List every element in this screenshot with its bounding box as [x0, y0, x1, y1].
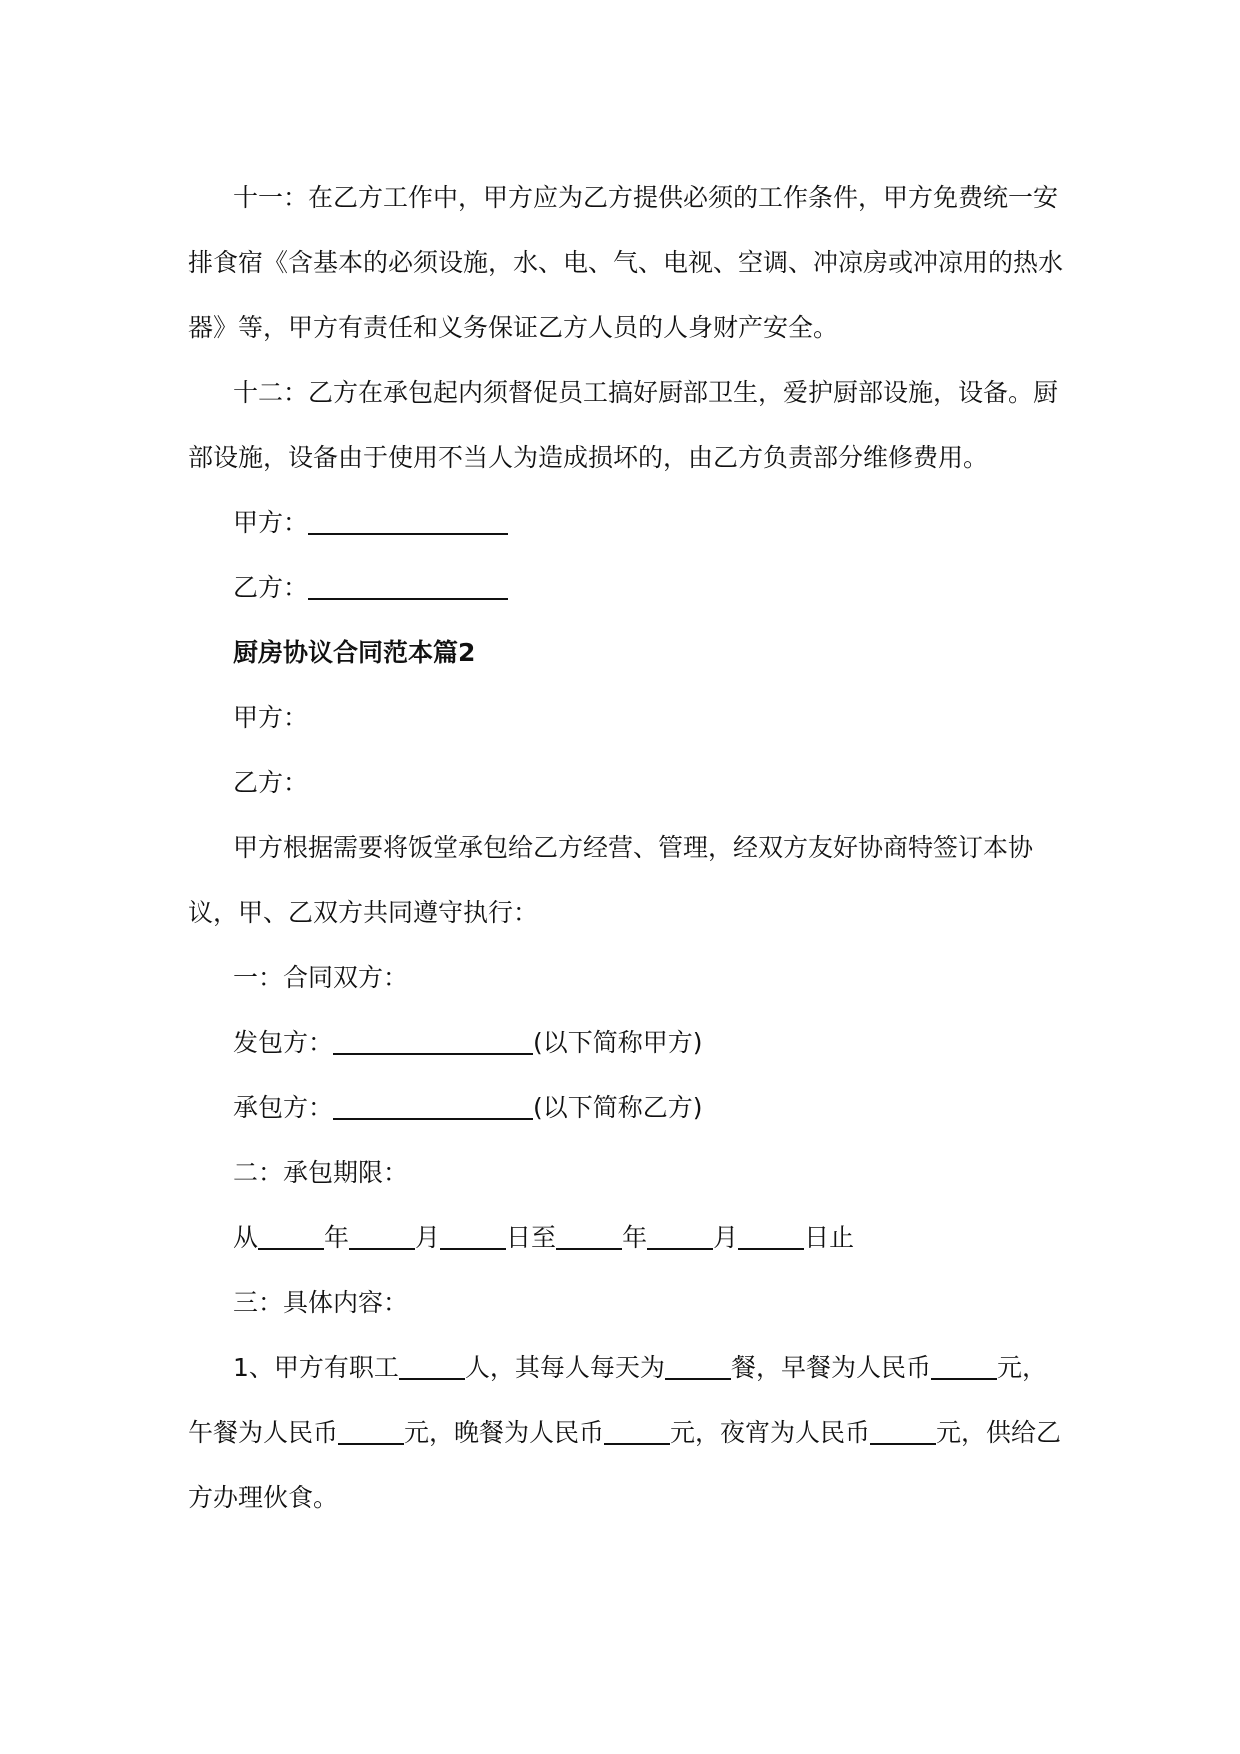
- section-heading: 厨房协议合同范本篇2: [233, 638, 476, 667]
- period-end-day-blank: [738, 1247, 804, 1250]
- period-from: 从: [233, 1223, 259, 1252]
- clause-meals-t7: 元，供给乙方办理伙食。: [188, 1418, 1062, 1512]
- contractee-blank: [333, 1117, 533, 1120]
- night-snack-price-blank: [870, 1442, 936, 1445]
- breakfast-price-blank: [931, 1377, 997, 1380]
- period-end-month-blank: [647, 1247, 713, 1250]
- clause-meals-t6: 元，夜宵为人民币: [670, 1418, 871, 1447]
- period-line: [188, 1205, 1064, 1270]
- document-page: [188, 165, 1064, 1530]
- signature-party-a-label: 甲方：: [233, 508, 309, 537]
- item-two-title: 二：承包期限：: [233, 1158, 409, 1187]
- clause-meals-t4: 元，午餐为人民币: [188, 1353, 1047, 1447]
- section-party-b: 乙方：: [233, 768, 309, 797]
- staff-count-blank: [399, 1377, 465, 1380]
- contractee-line: [188, 1075, 1064, 1140]
- clause-meals-t1: 1、甲方有职工: [233, 1353, 399, 1382]
- clause-meals-t3: 餐，早餐为人民币: [730, 1353, 931, 1382]
- contractor-label: 发包方：: [233, 1028, 334, 1057]
- clause-meals: [188, 1335, 1064, 1530]
- section-party-a: 甲方：: [233, 703, 309, 732]
- period-day-to: 日至: [506, 1223, 557, 1252]
- period-end-year-blank: [556, 1247, 622, 1250]
- period-year: 年: [324, 1223, 350, 1252]
- contractor-line: [188, 1010, 1064, 1075]
- contractee-label: 承包方：: [233, 1093, 334, 1122]
- signature-party-a: [188, 490, 1064, 555]
- contractor-blank: [333, 1052, 533, 1055]
- signature-party-b: [188, 555, 1064, 620]
- signature-party-b-blank: [308, 597, 508, 600]
- period-month-2: 月: [713, 1223, 739, 1252]
- item-three-title: 三：具体内容：: [233, 1288, 409, 1317]
- clause-eleven: 十一：在乙方工作中，甲方应为乙方提供必须的工作条件，甲方免费统一安排食宿《含基本的必须设施，水、电、气、电视、空调、冲凉房或冲凉用的热水器》等，甲方有责任和义务保证乙方人员的人身财产安全。: [188, 183, 1064, 342]
- period-start-day-blank: [440, 1247, 506, 1250]
- period-start-year-blank: [258, 1247, 324, 1250]
- period-year-2: 年: [622, 1223, 648, 1252]
- signature-party-a-blank: [308, 532, 508, 535]
- clause-twelve: 十二：乙方在承包起内须督促员工搞好厨部卫生，爱护厨部设施，设备。厨部设施，设备由于使用不当人为造成损坏的，由乙方负责部分维修费用。: [188, 378, 1059, 472]
- period-month: 月: [415, 1223, 441, 1252]
- period-day-end: 日止: [804, 1223, 855, 1252]
- item-one-title: 一：合同双方：: [233, 963, 409, 992]
- meals-per-day-blank: [665, 1377, 731, 1380]
- lunch-price-blank: [338, 1442, 404, 1445]
- agreement-intro: 甲方根据需要将饭堂承包给乙方经营、管理，经双方友好协商特签订本协议，甲、乙双方共同遵守执行：: [188, 833, 1034, 927]
- contractee-note: (以下简称乙方): [533, 1093, 703, 1122]
- clause-meals-t2: 人，其每人每天为: [464, 1353, 665, 1382]
- signature-party-b-label: 乙方：: [233, 573, 309, 602]
- dinner-price-blank: [604, 1442, 670, 1445]
- contractor-note: (以下简称甲方): [533, 1028, 703, 1057]
- period-start-month-blank: [349, 1247, 415, 1250]
- clause-meals-t5: 元，晚餐为人民币: [404, 1418, 605, 1447]
